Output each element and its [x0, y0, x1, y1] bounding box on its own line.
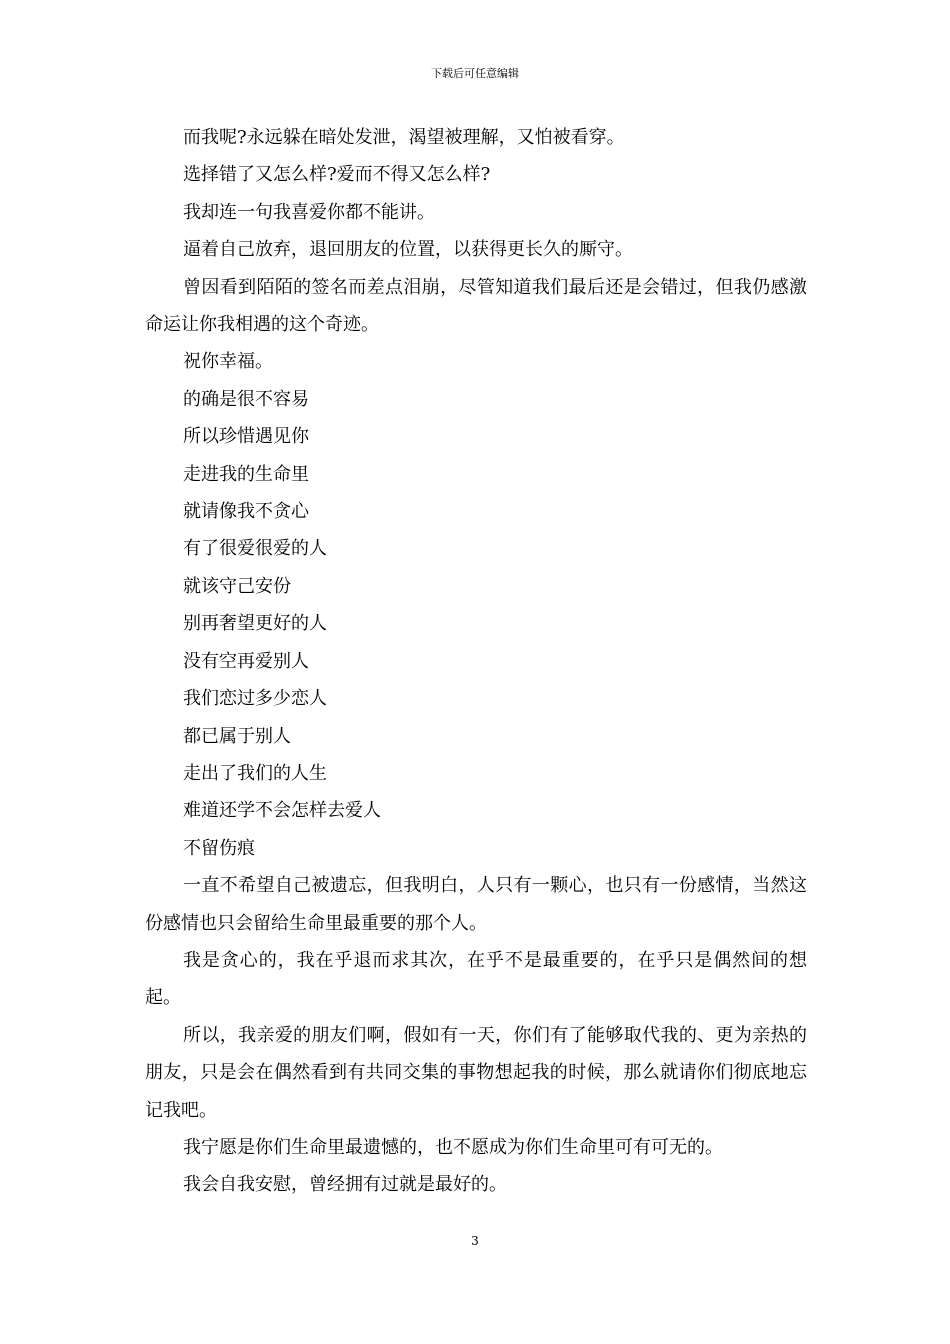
paragraph: 逼着自己放弃，退回朋友的位置，以获得更长久的厮守。 — [183, 239, 633, 261]
page-number: 3 — [471, 1234, 479, 1248]
paragraph: 我却连一句我喜爱你都不能讲。 — [183, 201, 435, 223]
lyric-line: 我们恋过多少恋人 — [183, 688, 327, 710]
paragraph: 我会自我安慰，曾经拥有过就是最好的。 — [183, 1174, 507, 1196]
lyric-line: 没有空再爱别人 — [183, 650, 309, 672]
paragraph: 所以，我亲爱的朋友们啊，假如有一天，你们有了能够取代我的、更为亲热的朋友，只是会在偶然看到有共同交集的事物想起我的时候，那么就请你们彻底地忘记我吧。 — [145, 1024, 807, 1121]
lyric-line: 所以珍惜遇见你 — [183, 426, 309, 448]
paragraph: 选择错了又怎么样?爱而不得又怎么样? — [183, 164, 491, 186]
paragraph: 曾因看到陌陌的签名而差点泪崩，尽管知道我们最后还是会错过，但我仍感激命运让你我相遇的这个奇迹。 — [145, 276, 807, 336]
lyric-line: 就该守己安份 — [183, 575, 291, 597]
paragraph: 而我呢?永远躲在暗处发泄，渴望被理解，又怕被看穿。 — [183, 127, 625, 148]
lyric-line: 不留伤痕 — [183, 837, 255, 859]
lyric-line: 难道还学不会怎样去爱人 — [183, 800, 381, 822]
lyric-line: 别再奢望更好的人 — [183, 613, 327, 635]
page-header: 下载后可任意编辑 — [431, 67, 519, 80]
lyric-line: 走进我的生命里 — [183, 463, 309, 485]
lyric-line: 走出了我们的人生 — [183, 762, 327, 784]
lyric-line: 都已属于别人 — [183, 725, 291, 747]
paragraph: 一直不希望自己被遗忘，但我明白，人只有一颗心，也只有一份感情，当然这份感情也只会留给生命里最重要的那个人。 — [145, 875, 807, 934]
document-body — [145, 119, 807, 1204]
paragraph: 祝你幸福。 — [183, 351, 273, 373]
lyric-line: 就请像我不贪心 — [183, 501, 309, 523]
paragraph: 我宁愿是你们生命里最遗憾的，也不愿成为你们生命里可有可无的。 — [183, 1136, 723, 1158]
lyric-line: 有了很爱很爱的人 — [183, 538, 327, 560]
paragraph: 我是贪心的，我在乎退而求其次，在乎不是最重要的，在乎只是偶然间的想起。 — [145, 949, 807, 1009]
lyric-line: 的确是很不容易 — [183, 388, 309, 410]
